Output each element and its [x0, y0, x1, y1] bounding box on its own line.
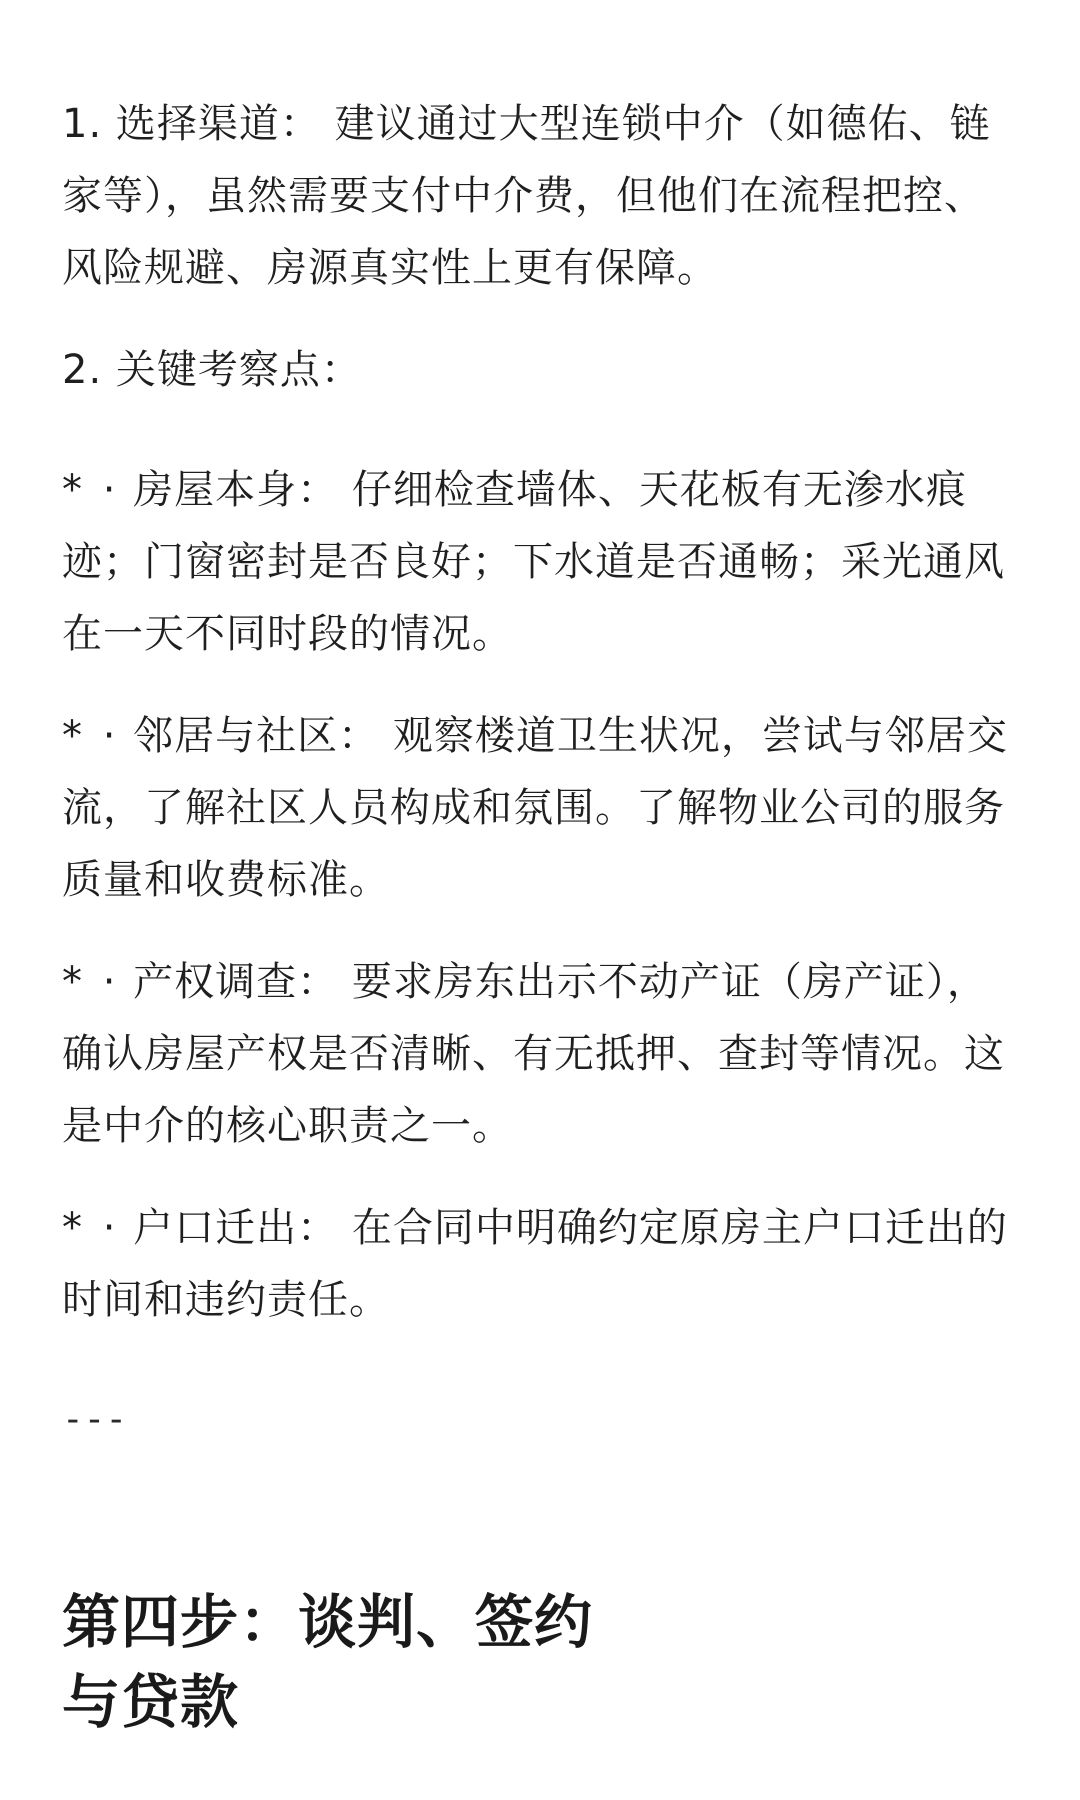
bullet-marker: * · [62, 959, 120, 1005]
paragraph-choose-channel [62, 88, 1018, 304]
paragraph-label: 2. 关键考察点： [62, 347, 362, 393]
bullet-item-house [62, 454, 1018, 670]
bullet-item-neighbors [62, 700, 1018, 916]
bullet-text: 在合同中明确约定原房主户口迁出的时间和违约责任。 [62, 1205, 1008, 1323]
bullet-label: 房屋本身： [133, 467, 339, 513]
bullet-text: 要求房东出示不动产证（房产证），确认房屋产权是否清晰、有无抵押、查封等情况。这是中介的核心职责之一。 [62, 959, 1005, 1149]
section-heading: 第四步：谈判、签约与贷款 [62, 1588, 594, 1736]
bullet-label: 户口迁出： [133, 1205, 339, 1251]
bullet-label: 邻居与社区： [133, 713, 380, 759]
bullet-item-property-rights [62, 946, 1018, 1162]
bullet-marker: * · [62, 713, 120, 759]
bullet-text: 观察楼道卫生状况，尝试与邻居交流，了解社区人员构成和氛围。了解物业公司的服务质量和收费标准。 [62, 713, 1008, 903]
horizontal-separator: --- [62, 1399, 128, 1440]
paragraph-label: 1. 选择渠道： [62, 101, 321, 147]
bullet-marker: * · [62, 1205, 120, 1251]
paragraph-key-points [62, 334, 1018, 406]
bullet-item-hukou [62, 1192, 1018, 1336]
bullet-label: 产权调查： [133, 959, 339, 1005]
bullet-marker: * · [62, 467, 120, 513]
bullet-text: 仔细检查墙体、天花板有无渗水痕迹；门窗密封是否良好；下水道是否通畅；采光通风在一天不同时段的情况。 [62, 467, 1005, 657]
paragraph-text: 建议通过大型连锁中介（如德佑、链家等），虽然需要支付中介费，但他们在流程把控、风险规避、房源真实性上更有保障。 [62, 101, 991, 291]
